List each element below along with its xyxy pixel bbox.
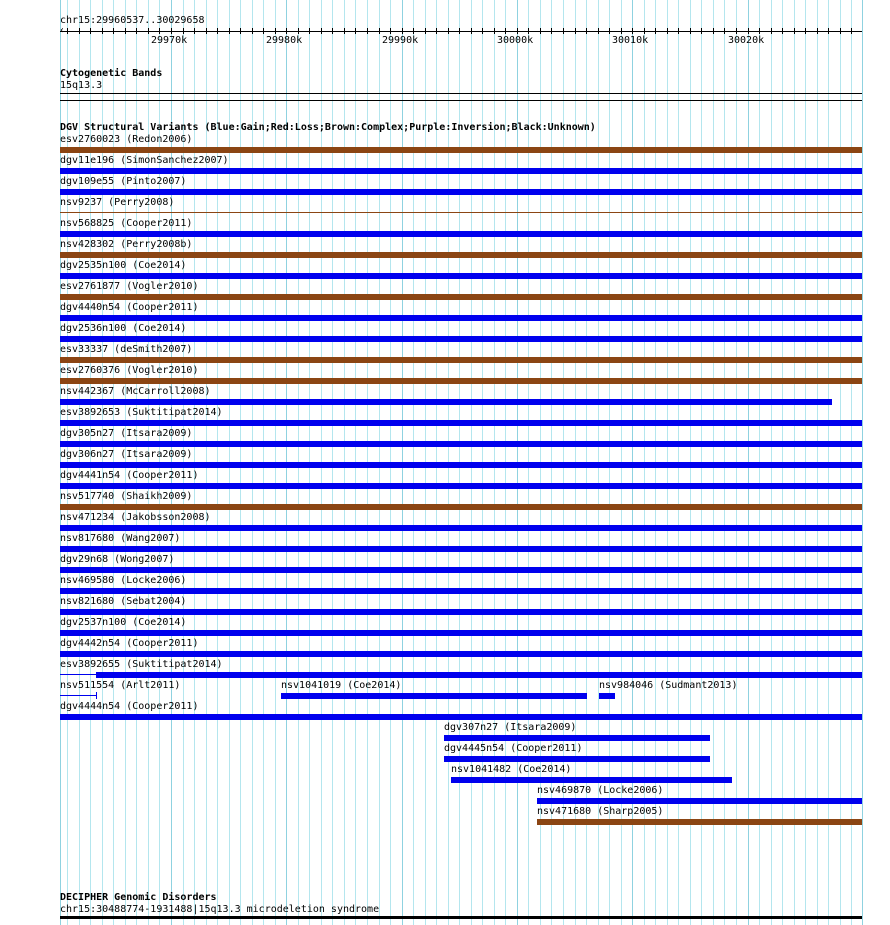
variant-bar[interactable] [60,189,862,195]
variant-label: nsv517740 (Shaikh2009) [60,491,193,502]
ruler-tick [425,28,426,34]
ruler-tick [828,28,829,34]
ruler-tick [482,28,483,34]
variant-bar[interactable] [451,777,732,783]
dgv-track-title: DGV Structural Variants (Blue:Gain;Red:Loss;Brown:Complex;Purple:Inversion;Black:Unknown) [60,122,596,133]
ruler-tick [194,28,195,34]
ruler-tick [805,28,806,34]
variant-bar[interactable] [60,420,862,426]
variant-label: nsv471234 (Jakobsson2008) [60,512,211,523]
ruler-tick [263,28,264,34]
ruler-tick [459,28,460,34]
variant-bar[interactable] [96,672,862,678]
variant-label: dgv4441n54 (Cooper2011) [60,470,199,481]
ruler-tick [540,28,541,34]
grid-line [862,0,863,925]
ruler-tick [840,28,841,34]
left-arrow-icon[interactable]: ‹ [59,25,66,36]
ruler-axis [60,31,862,32]
variant-bar[interactable] [60,252,862,258]
variant-bar[interactable] [60,378,862,384]
variant-label: nsv984046 (Sudmant2013) [599,680,738,691]
ruler-tick [102,28,103,34]
ruler-tick [229,28,230,34]
variant-label: dgv4445n54 (Cooper2011) [444,743,583,754]
variant-bar[interactable] [60,609,862,615]
variant-label: dgv11e196 (SimonSanchez2007) [60,155,229,166]
ruler-tick [644,28,645,34]
variant-label: nsv471680 (Sharp2005) [537,806,664,817]
variant-label: nsv442367 (McCarroll2008) [60,386,211,397]
variant-bar-end [96,692,97,699]
variant-bar[interactable] [60,714,862,720]
ruler-tick [724,28,725,34]
ruler-tick [113,28,114,34]
variant-bar[interactable] [60,504,862,510]
variant-label: nsv1041482 (Coe2014) [451,764,572,775]
variant-bar[interactable] [60,483,862,489]
ruler-tick [621,28,622,34]
ruler-tick [598,28,599,34]
variant-bar[interactable] [60,273,862,279]
ruler-tick [171,28,172,34]
ruler-tick [436,28,437,34]
ruler-tick [159,28,160,34]
ruler-tick-label: 30010k [612,35,649,46]
variant-bar[interactable] [60,588,862,594]
variant-label: nsv1041019 (Coe2014) [281,680,402,691]
ruler-tick [748,28,749,34]
variant-bar[interactable] [60,147,862,153]
ruler-tick [136,28,137,34]
variant-label: esv3892653 (Suktitipat2014) [60,407,223,418]
decipher-feature-bar[interactable] [60,916,862,919]
ruler-tick [240,28,241,34]
ruler-tick [390,28,391,34]
variant-bar[interactable] [60,546,862,552]
variant-label: esv2761877 (Vogler2010) [60,281,199,292]
ruler-tick [551,28,552,34]
variant-label: esv2760023 (Redon2006) [60,134,193,145]
ruler-tick [609,28,610,34]
variant-label: dgv306n27 (Itsara2009) [60,449,193,460]
ruler-tick [448,28,449,34]
variant-label: dgv2535n100 (Coe2014) [60,260,187,271]
variant-label: dgv4442n54 (Cooper2011) [60,638,199,649]
variant-label: nsv428302 (Perry2008b) [60,239,193,250]
variant-bar[interactable] [444,756,710,762]
variant-label: nsv511554 (Arlt2011) [60,680,181,691]
cytoband-bar[interactable] [60,93,862,94]
ruler-tick [125,28,126,34]
ruler-tick [379,28,380,34]
variant-label: nsv821680 (Sebat2004) [60,596,187,607]
ruler-tick-label: 30000k [497,35,534,46]
ruler-tick [413,28,414,34]
ruler-tick [275,28,276,34]
ruler-tick [79,28,80,34]
variant-bar[interactable] [60,462,862,468]
variant-label: dgv4440n54 (Cooper2011) [60,302,199,313]
variant-bar[interactable] [599,693,615,699]
variant-bar[interactable] [60,630,862,636]
ruler-tick [759,28,760,34]
ruler-tick [332,28,333,34]
ruler-tick [794,28,795,34]
decipher-track-title: DECIPHER Genomic Disorders [60,892,217,903]
ruler-tick [713,28,714,34]
ruler-tick [701,28,702,34]
ruler-tick [471,28,472,34]
ruler-tick [355,28,356,34]
ruler-tick [183,28,184,34]
variant-bar[interactable] [60,336,862,342]
variant-label: dgv2536n100 (Coe2014) [60,323,187,334]
variant-bar[interactable] [537,798,862,804]
ruler-tick [217,28,218,34]
variant-bar-extension [60,674,96,675]
ruler-tick-label: 29980k [266,35,303,46]
cytoband-label: 15q13.3 [60,80,103,91]
variant-label: dgv307n27 (Itsara2009) [444,722,577,733]
ruler-tick [817,28,818,34]
variant-bar[interactable] [60,441,862,447]
ruler-tick-label: 29990k [382,35,419,46]
ruler-tick [586,28,587,34]
variant-label: dgv4444n54 (Cooper2011) [60,701,199,712]
variant-bar[interactable] [60,212,862,213]
variant-label: dgv2537n100 (Coe2014) [60,617,187,628]
ruler-tick [655,28,656,34]
ruler-tick [298,28,299,34]
variant-bar[interactable] [60,231,862,237]
variant-bar[interactable] [60,399,832,405]
ruler-tick [517,28,518,34]
ruler-tick [667,28,668,34]
variant-bar[interactable] [537,819,862,825]
variant-label: esv3892655 (Suktitipat2014) [60,659,223,670]
ruler-tick-label: 29970k [151,35,188,46]
ruler-tick [528,28,529,34]
ruler-tick [402,28,403,34]
variant-bar[interactable] [60,357,862,363]
ruler-tick [90,28,91,34]
ruler-tick [286,28,287,34]
ruler-tick [632,28,633,34]
variant-label: nsv568825 (Cooper2011) [60,218,193,229]
variant-bar[interactable] [60,315,862,321]
ruler-tick-label: 30020k [728,35,765,46]
ruler-tick [736,28,737,34]
variant-label: dgv305n27 (Itsara2009) [60,428,193,439]
cytoband-track-title: Cytogenetic Bands [60,68,163,79]
variant-label: esv33337 (deSmith2007) [60,344,193,355]
ruler-tick [563,28,564,34]
variant-label: nsv9237 (Perry2008) [60,197,175,208]
variant-label: esv2760376 (Vogler2010) [60,365,199,376]
ruler-tick [690,28,691,34]
ruler-tick [321,28,322,34]
variant-bar[interactable] [60,294,862,300]
ruler-tick [344,28,345,34]
variant-bar[interactable] [60,567,862,573]
ruler-position: chr15:29960537..30029658 [60,15,205,26]
ruler-tick [148,28,149,34]
ruler-tick [851,28,852,34]
ruler-tick [771,28,772,34]
variant-label: dgv109e55 (Pinto2007) [60,176,187,187]
ruler-tick [505,28,506,34]
variant-label: nsv469580 (Locke2006) [60,575,187,586]
variant-bar[interactable] [60,168,862,174]
variant-bar[interactable] [60,651,862,657]
variant-bar[interactable] [281,693,587,699]
ruler-tick [367,28,368,34]
variant-label: dgv29n68 (Wong2007) [60,554,175,565]
variant-bar[interactable] [60,525,862,531]
ruler-tick [309,28,310,34]
ruler-tick [494,28,495,34]
ruler-tick [575,28,576,34]
ruler-tick [67,28,68,34]
ruler-tick [678,28,679,34]
variant-bar[interactable] [60,695,96,696]
track-divider [60,100,862,101]
ruler-tick [252,28,253,34]
decipher-feature-label: chr15:30488774-1931488|15q13.3 microdeletion syndrome [60,904,380,915]
variant-bar[interactable] [444,735,710,741]
ruler-tick [782,28,783,34]
variant-label: nsv469870 (Locke2006) [537,785,664,796]
ruler-tick [206,28,207,34]
variant-label: nsv817680 (Wang2007) [60,533,181,544]
